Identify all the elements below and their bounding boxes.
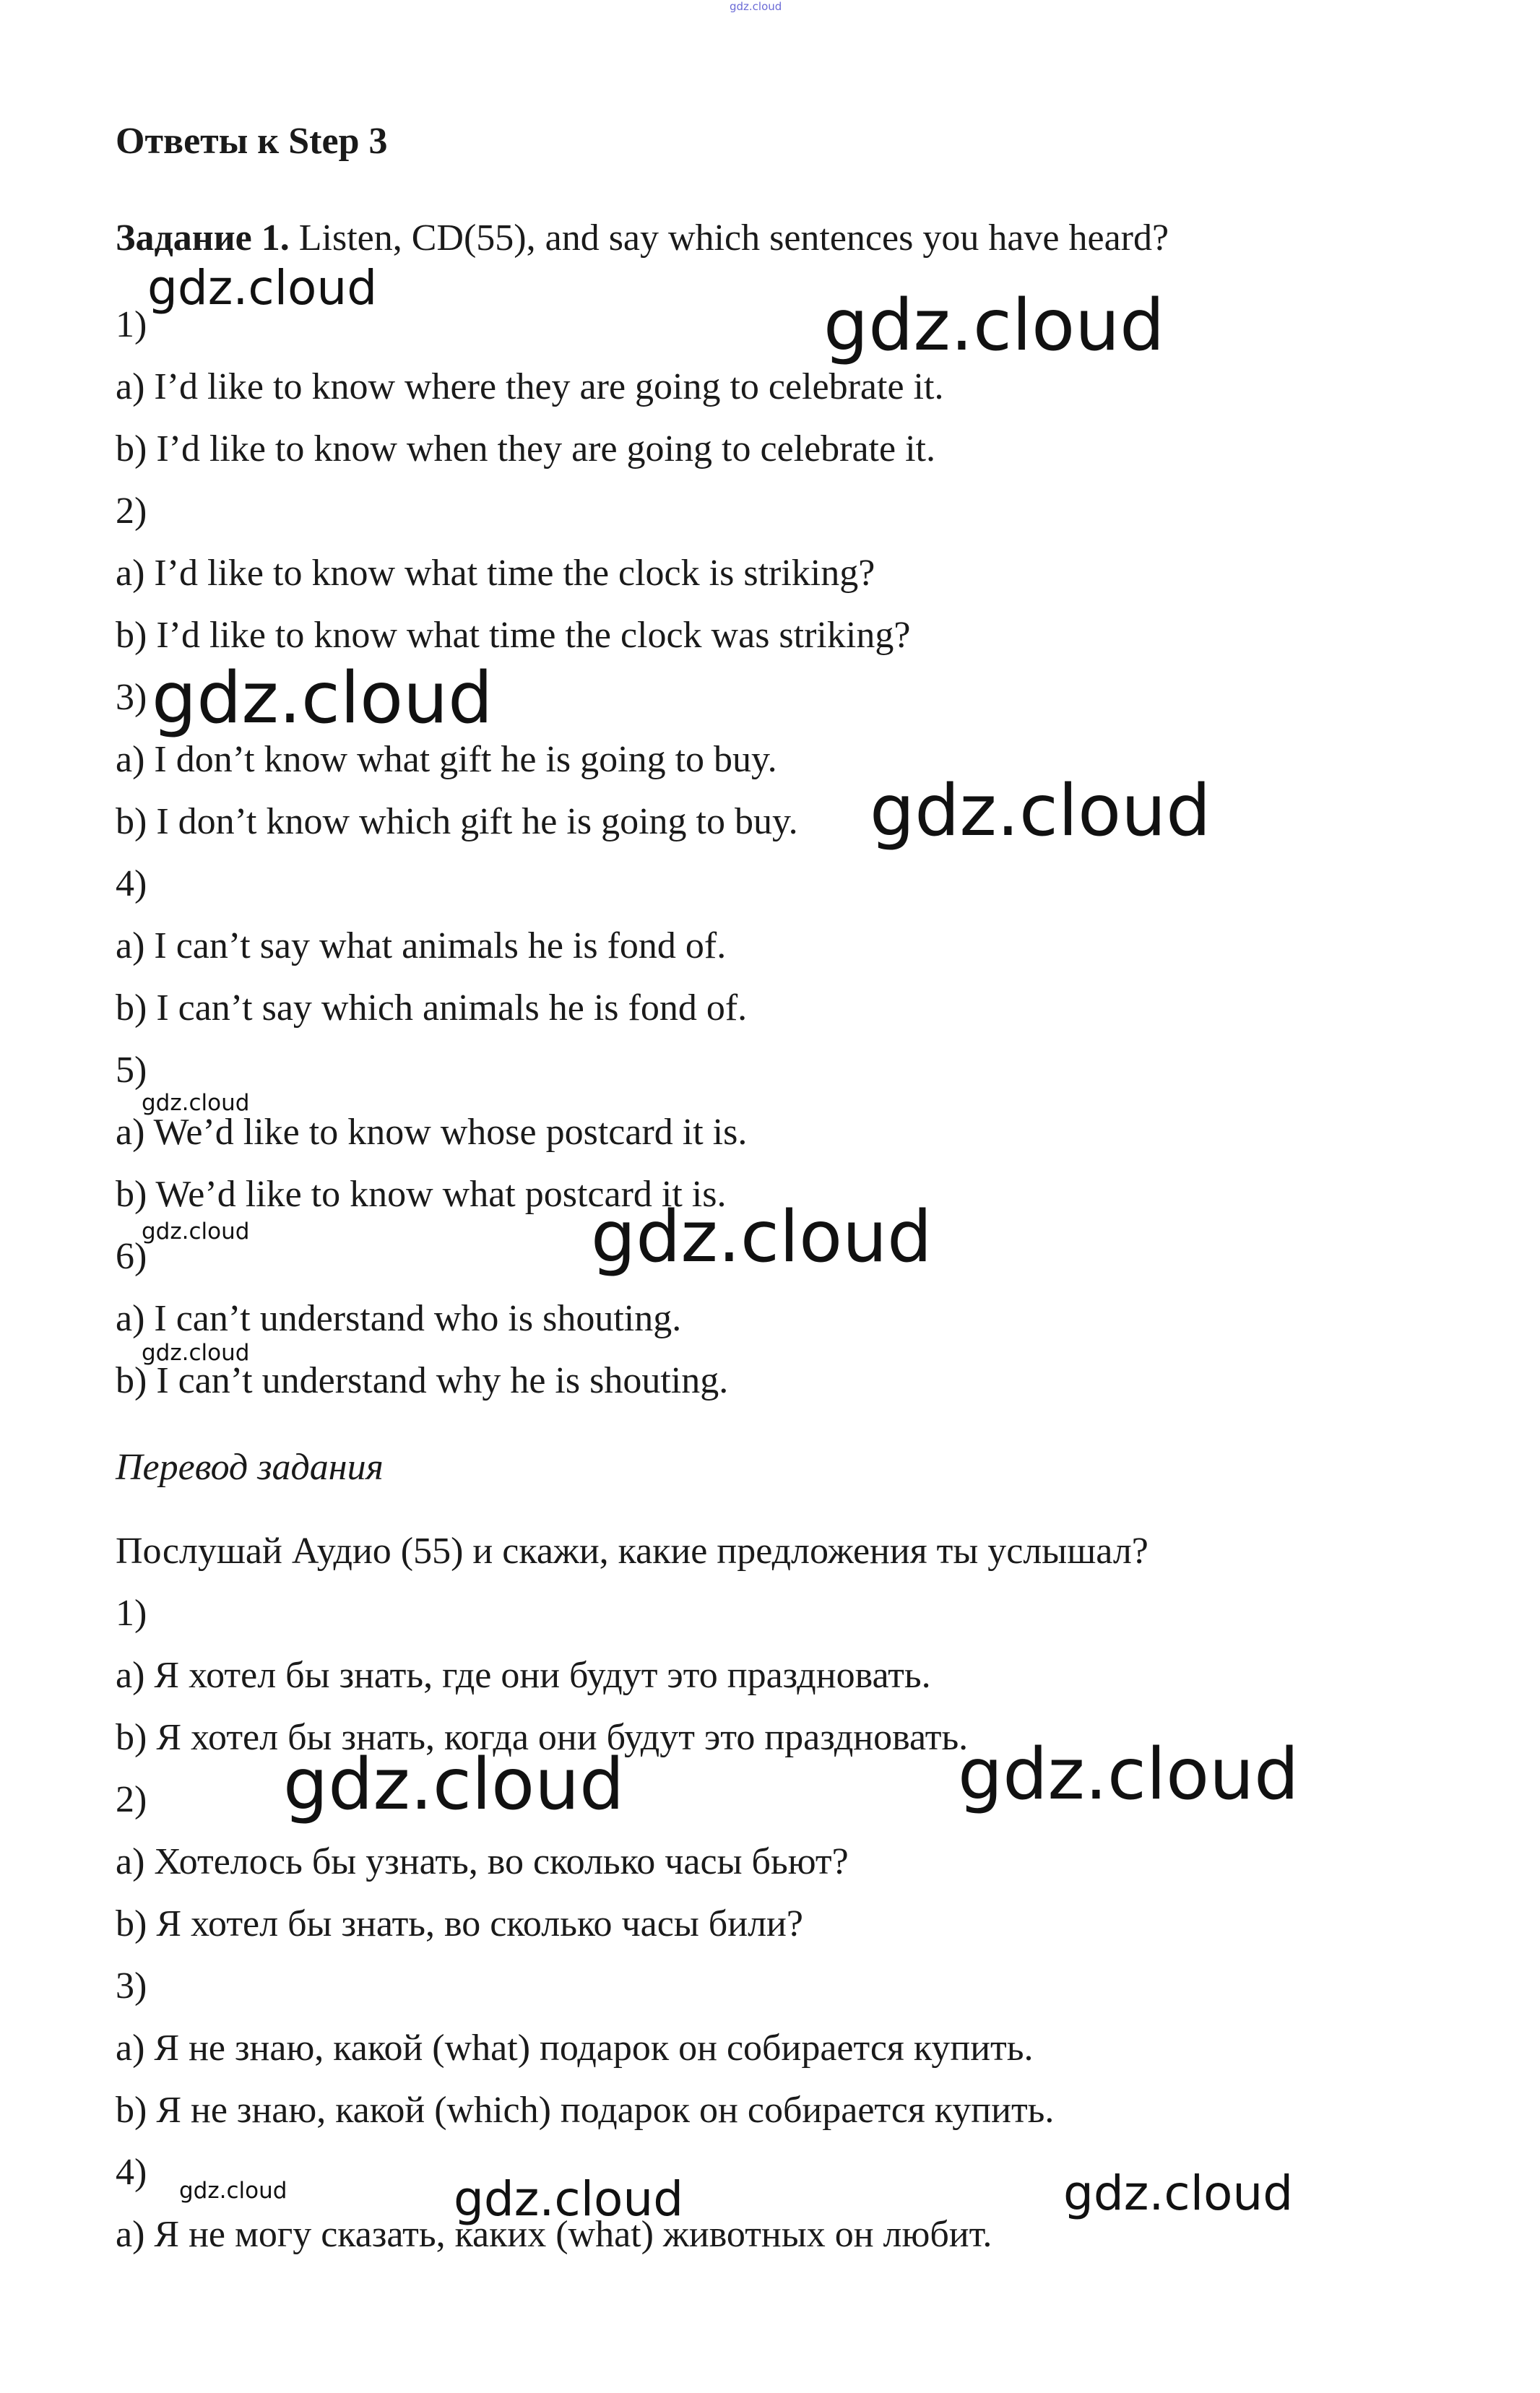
task1-line: 2) — [116, 490, 147, 532]
watermark: gdz.cloud — [958, 1734, 1299, 1816]
task1-line: a) I can’t understand who is shouting. — [116, 1298, 682, 1339]
translation-line: 1) — [116, 1593, 147, 1634]
translation-line: a) Я не знаю, какой (what) подарок он собирается купить. — [116, 2028, 1034, 2069]
task1-line: a) I don’t know what gift he is going to buy. — [116, 739, 777, 780]
task1-line: 3) — [116, 677, 147, 718]
translation-line: 2) — [116, 1779, 147, 1820]
watermark: gdz.cloud — [454, 2171, 684, 2227]
translation-line: 3) — [116, 1965, 147, 2007]
task1-line: b) I don’t know which gift he is going to buy. — [116, 801, 798, 842]
task1-heading — [116, 217, 1169, 260]
watermark: gdz.cloud — [1063, 2165, 1294, 2221]
task1-line: b) We’d like to know what postcard it is. — [116, 1174, 727, 1215]
translation-intro: Послушай Аудио (55) и скажи, какие предложения ты услышал? — [116, 1531, 1148, 1572]
translation-line: 4) — [116, 2152, 147, 2193]
watermark: gdz.cloud — [147, 260, 378, 316]
translation-line: b) Я хотел бы знать, когда они будут это праздновать. — [116, 1717, 969, 1758]
watermark: gdz.cloud — [152, 657, 493, 740]
task1-instruction: Listen, CD(55), and say which sentences you have heard? — [289, 217, 1169, 259]
task1-line: b) I can’t understand why he is shouting. — [116, 1360, 729, 1401]
task1-line: a) We’d like to know whose postcard it is. — [116, 1112, 748, 1153]
task1-line: b) I can’t say which animals he is fond of. — [116, 987, 748, 1029]
watermark: gdz.cloud — [142, 1090, 250, 1116]
task1-line: 1) — [116, 304, 147, 345]
page-title: Ответы к Step 3 — [116, 121, 388, 162]
task1-line: 4) — [116, 863, 147, 904]
translation-line: a) Я хотел бы знать, где они будут это праздновать. — [116, 1655, 931, 1696]
task1-line: b) I’d like to know what time the clock was striking? — [116, 615, 911, 656]
translation-heading: Перевод задания — [116, 1447, 384, 1488]
task1-line: 5) — [116, 1050, 147, 1091]
watermark: gdz.cloud — [591, 1196, 933, 1278]
translation-line: a) Хотелось бы узнать, во сколько часы бьют? — [116, 1841, 849, 1882]
top-watermark: gdz.cloud — [730, 0, 782, 13]
watermark: gdz.cloud — [179, 2178, 287, 2204]
watermark: gdz.cloud — [142, 1219, 250, 1245]
watermark: gdz.cloud — [823, 285, 1165, 367]
task1-line: a) I can’t say what animals he is fond of. — [116, 925, 727, 966]
translation-line: b) Я хотел бы знать, во сколько часы били? — [116, 1903, 803, 1944]
task1-line: b) I’d like to know when they are going to celebrate it. — [116, 428, 935, 469]
watermark: gdz.cloud — [870, 770, 1211, 852]
task1-line: 6) — [116, 1236, 147, 1277]
translation-line: b) Я не знаю, какой (which) подарок он собирается купить. — [116, 2090, 1055, 2131]
task1-line: a) I’d like to know where they are going to celebrate it. — [116, 366, 944, 407]
task1-line: a) I’d like to know what time the clock is striking? — [116, 553, 875, 594]
watermark: gdz.cloud — [283, 1744, 625, 1826]
watermark: gdz.cloud — [142, 1340, 250, 1366]
translation-line: a) Я не могу сказать, каких (what) животных он любит. — [116, 2214, 992, 2255]
task1-label: Задание 1. — [116, 217, 290, 259]
